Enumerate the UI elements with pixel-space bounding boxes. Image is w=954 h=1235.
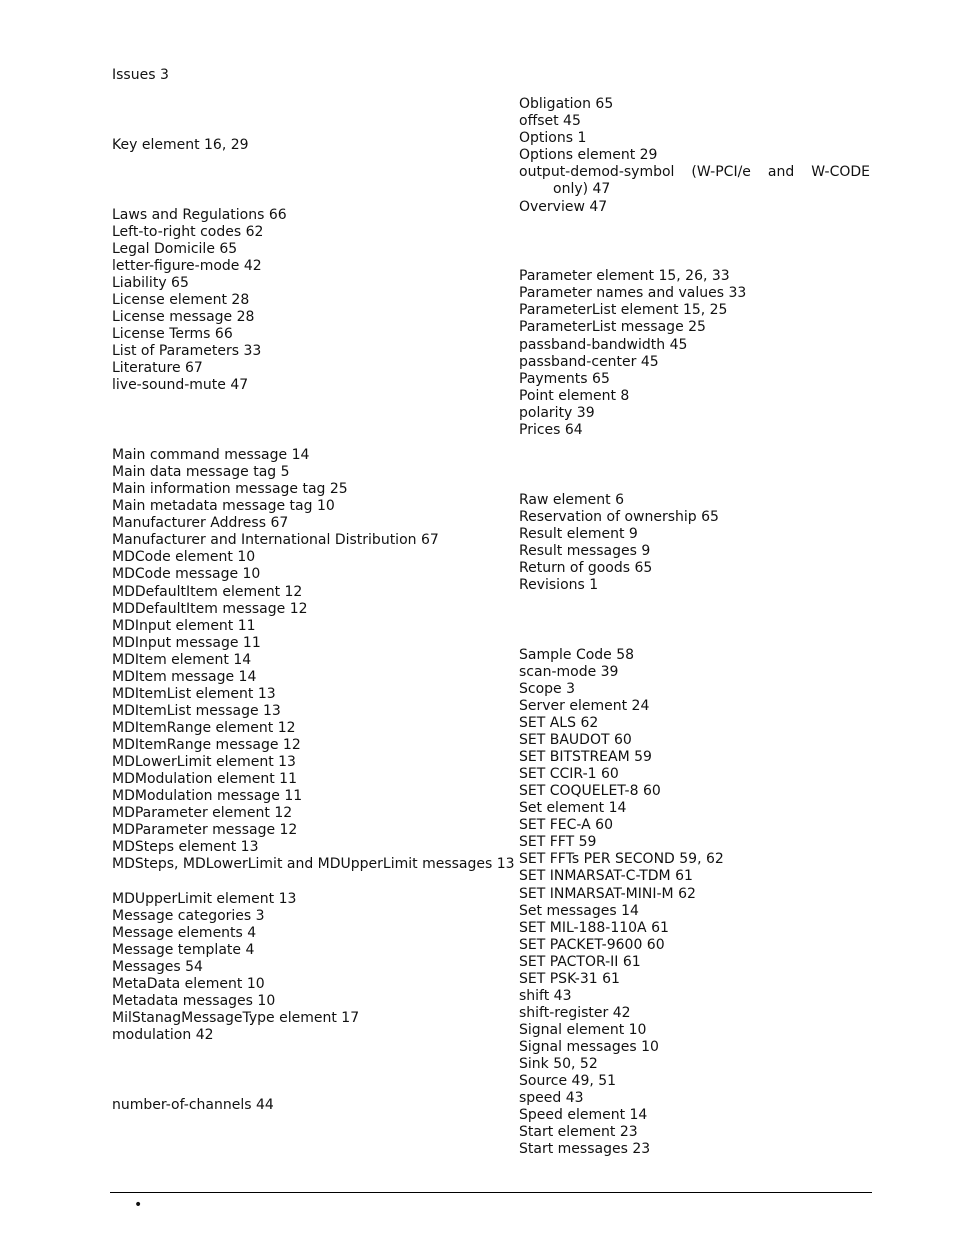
footer-divider — [110, 1192, 872, 1193]
index-entry: Start messages 23 — [519, 1141, 651, 1157]
index-entry: Liability 65 — [112, 275, 189, 291]
index-entry: passband-bandwidth 45 — [519, 337, 688, 353]
index-entry: offset 45 — [519, 113, 581, 129]
index-entry: Prices 64 — [519, 422, 583, 438]
index-entry: Main information message tag 25 — [112, 481, 348, 497]
index-entry: ParameterList message 25 — [519, 319, 706, 335]
index-entry: Sink 50, 52 — [519, 1056, 598, 1072]
index-entry: Point element 8 — [519, 388, 630, 404]
index-entry: Server element 24 — [519, 698, 650, 714]
index-entry: Main metadata message tag 10 — [112, 498, 335, 514]
index-entry: shift 43 — [519, 988, 572, 1004]
index-entry: SET COQUELET-8 60 — [519, 783, 661, 799]
index-entry: MetaData element 10 — [112, 976, 265, 992]
index-entry: Scope 3 — [519, 681, 576, 697]
index-entry: Set messages 14 — [519, 903, 639, 919]
index-entry: Issues 3 — [112, 67, 169, 83]
index-entry: number-of-channels 44 — [112, 1097, 274, 1113]
index-entry: MDItem element 14 — [112, 652, 252, 668]
index-entry: MDItemList element 13 — [112, 686, 276, 702]
index-entry: letter-figure-mode 42 — [112, 258, 262, 274]
index-entry: SET PSK-31 61 — [519, 971, 620, 987]
index-entry: MDLowerLimit element 13 — [112, 754, 296, 770]
index-entry: MDCode element 10 — [112, 549, 256, 565]
index-entry: Left-to-right codes 62 — [112, 224, 264, 240]
index-entry: Sample Code 58 — [519, 647, 635, 663]
index-entry: SET BAUDOT 60 — [519, 732, 632, 748]
index-entry: SET PACTOR-II 61 — [519, 954, 641, 970]
index-entry: Result element 9 — [519, 526, 638, 542]
index-entry: live-sound-mute 47 — [112, 377, 249, 393]
index-entry: Metadata messages 10 — [112, 993, 276, 1009]
index-entry: Signal messages 10 — [519, 1039, 659, 1055]
index-entry: Main command message 14 — [112, 447, 310, 463]
index-entry: MDModulation message 11 — [112, 788, 303, 804]
index-entry: Literature 67 — [112, 360, 203, 376]
footer-bullet: • — [134, 1197, 143, 1213]
index-entry: MDDefaultItem message 12 — [112, 601, 308, 617]
index-entry: SET INMARSAT-C-TDM 61 — [519, 868, 693, 884]
index-entry: MDItemList message 13 — [112, 703, 281, 719]
index-entry: polarity 39 — [519, 405, 595, 421]
index-entry: SET PACKET-9600 60 — [519, 937, 665, 953]
index-entry: Result messages 9 — [519, 543, 651, 559]
index-entry: MDSteps, MDLowerLimit and MDUpperLimit messages 13 — [112, 856, 515, 872]
index-entry: modulation 42 — [112, 1027, 214, 1043]
index-entry: Speed element 14 — [519, 1107, 648, 1123]
index-entry: SET FFT 59 — [519, 834, 597, 850]
index-entry: License Terms 66 — [112, 326, 233, 342]
index-entry: SET FFTs PER SECOND 59, 62 — [519, 851, 724, 867]
index-entry: Start element 23 — [519, 1124, 638, 1140]
index-entry: MDSteps element 13 — [112, 839, 259, 855]
index-entry: output-demod-symbol (W-PCI/e and W-CODE only) 47 — [519, 164, 870, 198]
index-entry: Payments 65 — [519, 371, 610, 387]
index-entry: ParameterList element 15, 25 — [519, 302, 728, 318]
index-entry: Laws and Regulations 66 — [112, 207, 287, 223]
index-entry: Obligation 65 — [519, 96, 614, 112]
index-entry: Main data message tag 5 — [112, 464, 290, 480]
index-entry: Options 1 — [519, 130, 587, 146]
index-entry: Return of goods 65 — [519, 560, 653, 576]
index-entry: MDParameter message 12 — [112, 822, 298, 838]
index-entry: MDItemRange message 12 — [112, 737, 301, 753]
index-entry: MDParameter element 12 — [112, 805, 293, 821]
index-entry: Source 49, 51 — [519, 1073, 617, 1089]
index-entry: Reservation of ownership 65 — [519, 509, 719, 525]
index-entry: MDCode message 10 — [112, 566, 261, 582]
index-entry: Parameter element 15, 26, 33 — [519, 268, 730, 284]
index-entry: MDItem message 14 — [112, 669, 257, 685]
index-entry: Manufacturer and International Distribution 67 — [112, 532, 439, 548]
index-entry: MDModulation element 11 — [112, 771, 297, 787]
index-entry: SET ALS 62 — [519, 715, 599, 731]
index-entry: License element 28 — [112, 292, 250, 308]
index-entry: scan-mode 39 — [519, 664, 619, 680]
index-entry: Overview 47 — [519, 199, 608, 215]
index-entry: Set element 14 — [519, 800, 627, 816]
index-entry: MilStanagMessageType element 17 — [112, 1010, 360, 1026]
index-entry: speed 43 — [519, 1090, 584, 1106]
index-entry: Message elements 4 — [112, 925, 257, 941]
index-entry: List of Parameters 33 — [112, 343, 262, 359]
index-entry: SET BITSTREAM 59 — [519, 749, 652, 765]
index-entry: MDItemRange element 12 — [112, 720, 296, 736]
index-entry: passband-center 45 — [519, 354, 659, 370]
index-entry: Raw element 6 — [519, 492, 624, 508]
index-entry: Legal Domicile 65 — [112, 241, 238, 257]
index-entry: MDDefaultItem element 12 — [112, 584, 303, 600]
index-entry: Revisions 1 — [519, 577, 599, 593]
index-entry: MDInput message 11 — [112, 635, 261, 651]
index-entry: Options element 29 — [519, 147, 658, 163]
index-entry: License message 28 — [112, 309, 255, 325]
index-entry: Signal element 10 — [519, 1022, 647, 1038]
index-entry: SET MIL-188-110A 61 — [519, 920, 669, 936]
index-entry: SET FEC-A 60 — [519, 817, 613, 833]
index-entry: MDUpperLimit element 13 — [112, 891, 297, 907]
index-entry: SET INMARSAT-MINI-M 62 — [519, 886, 696, 902]
index-entry: Messages 54 — [112, 959, 203, 975]
index-entry: Parameter names and values 33 — [519, 285, 747, 301]
index-entry: Message categories 3 — [112, 908, 265, 924]
index-entry: SET CCIR-1 60 — [519, 766, 619, 782]
index-entry: Key element 16, 29 — [112, 137, 249, 153]
index-entry: Message template 4 — [112, 942, 255, 958]
index-entry: Manufacturer Address 67 — [112, 515, 289, 531]
index-entry: MDInput element 11 — [112, 618, 256, 634]
index-entry: shift-register 42 — [519, 1005, 631, 1021]
